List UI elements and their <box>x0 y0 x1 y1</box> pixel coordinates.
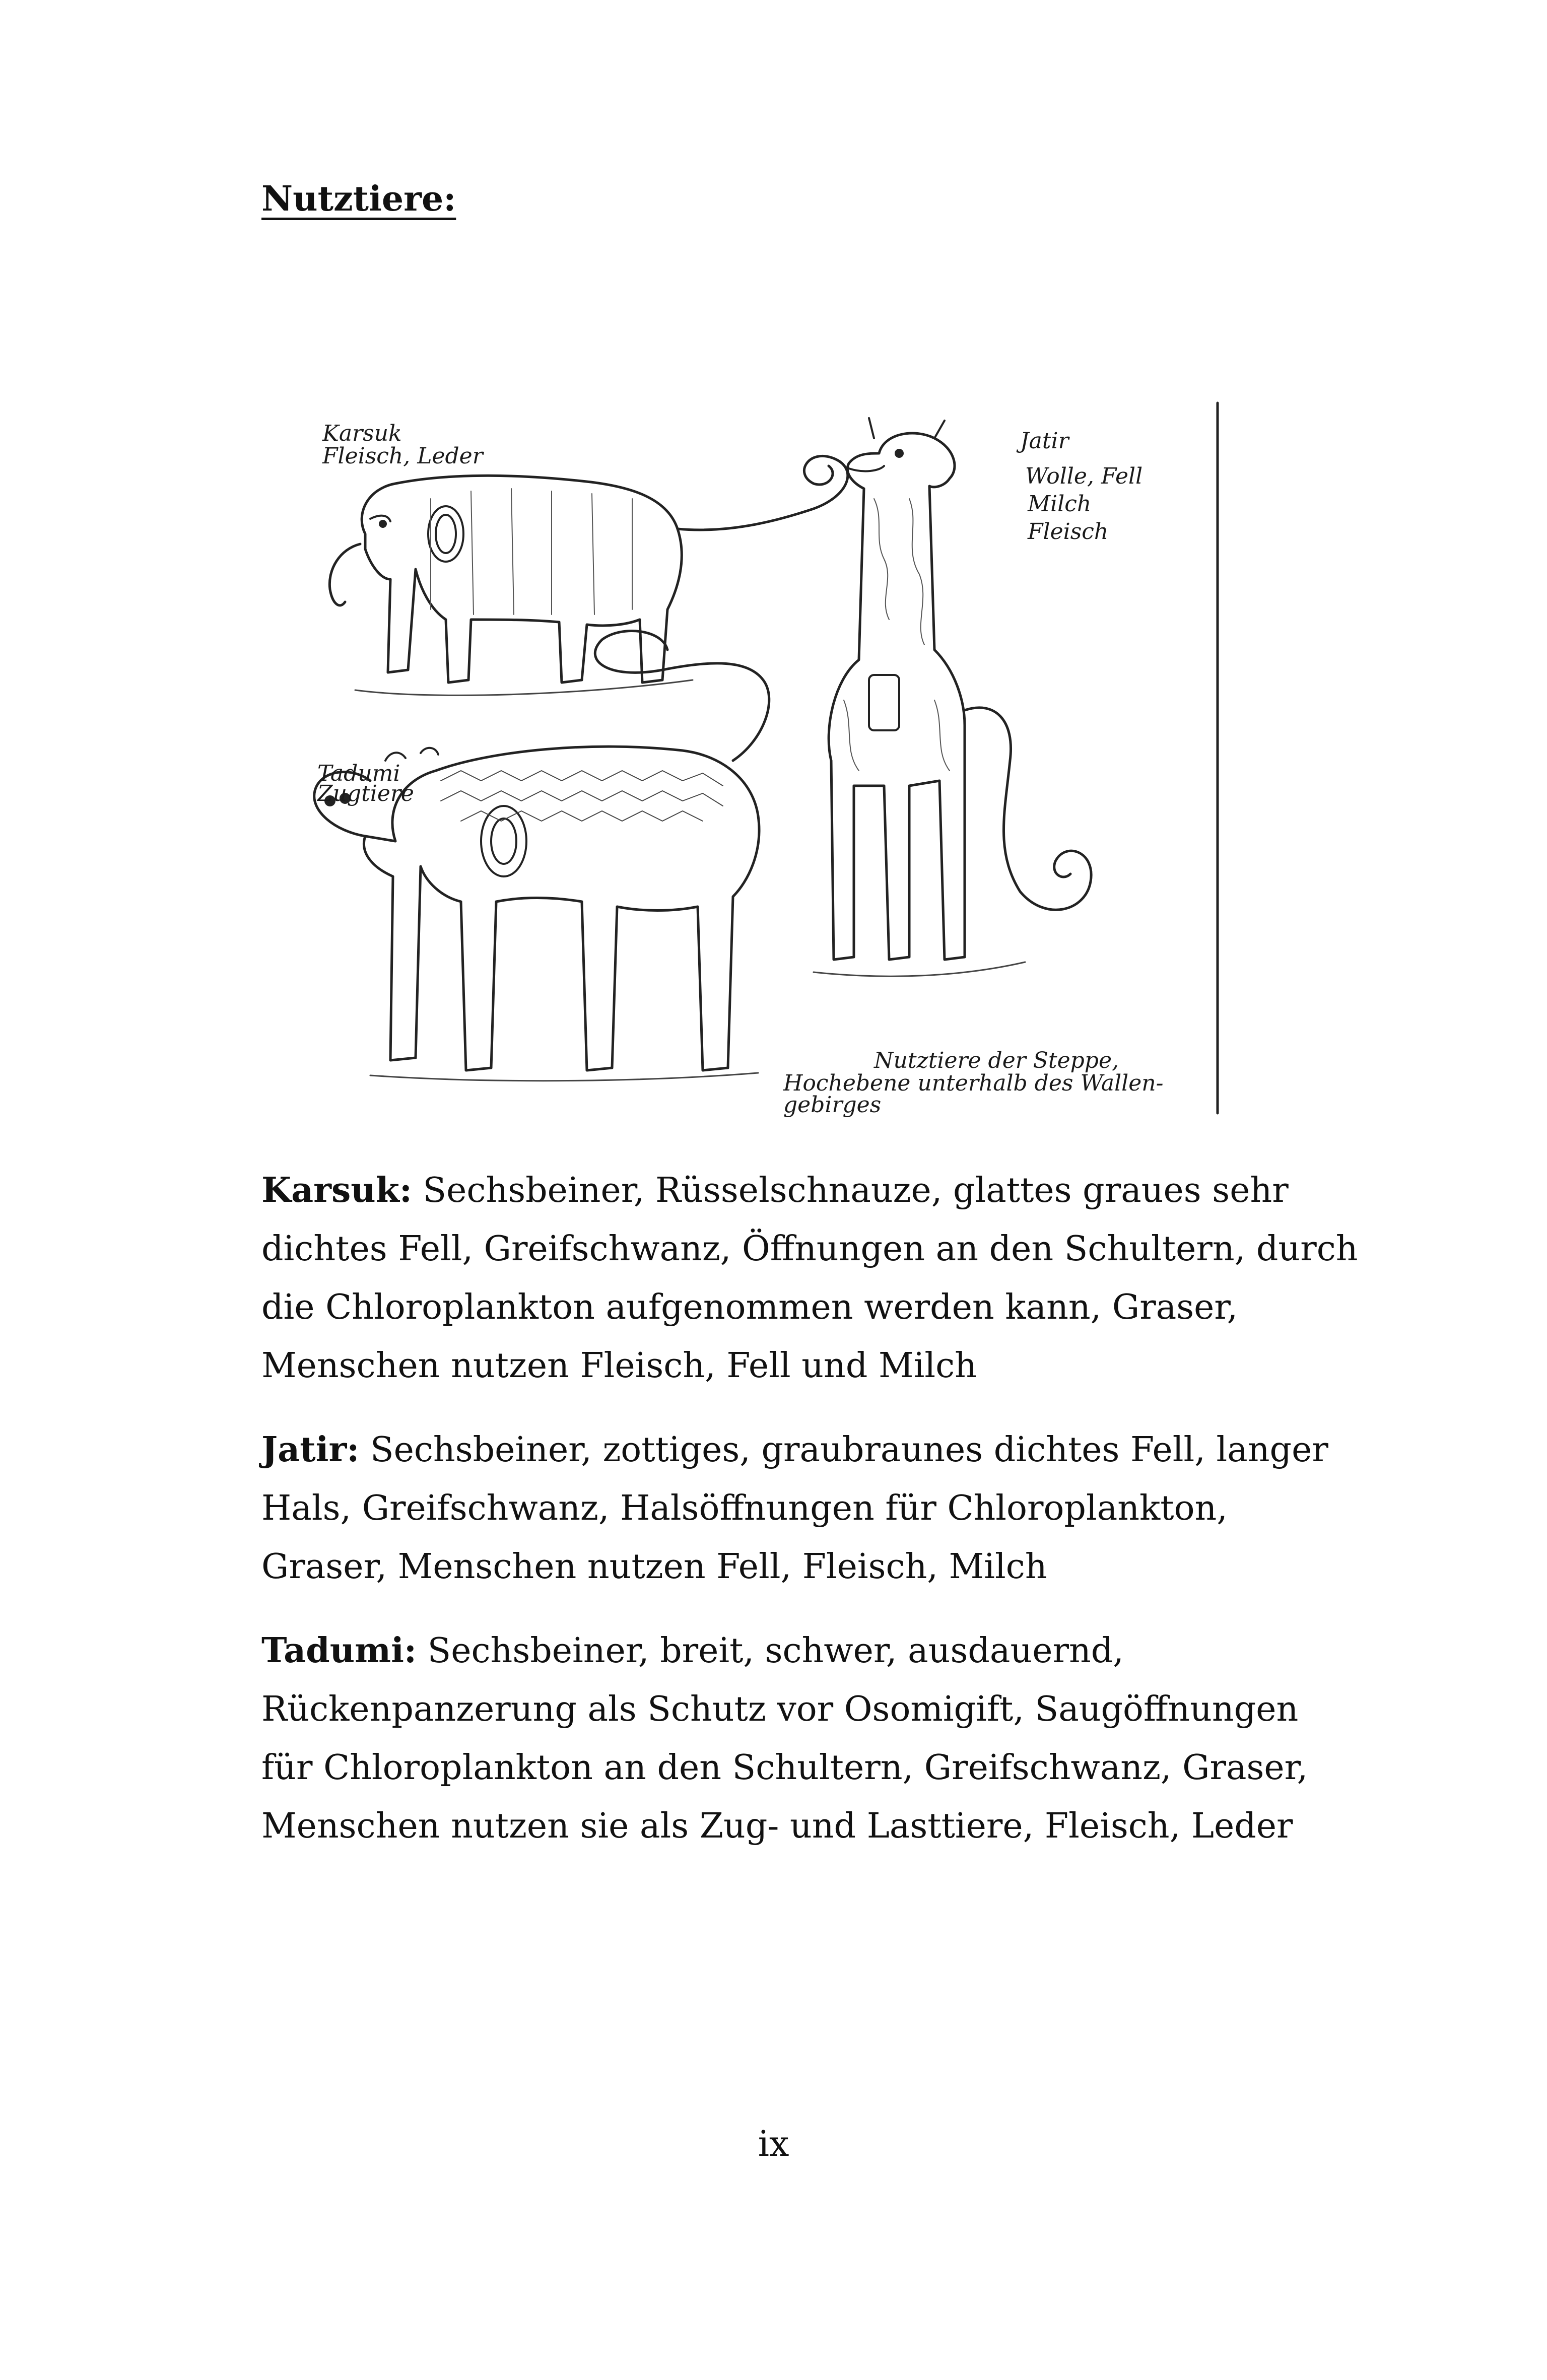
label-karsuk-uses: Fleisch, Leder <box>322 443 483 469</box>
label-karsuk-name: Karsuk <box>322 421 402 446</box>
page-number: ix <box>758 2123 789 2164</box>
caption-line-1: Nutztiere der Steppe, <box>874 1048 1119 1073</box>
entry-jatir <box>261 1420 1360 1596</box>
creature-sketch-illustration <box>280 398 1234 1118</box>
entry-tadumi <box>261 1621 1360 1856</box>
entry-text: Sechsbeiner, Rüsselschnauze, glattes graues sehr dichtes Fell, Greifschwanz, Öffnungen an den Schultern, durch die Chloroplankton aufgenommen werden kann, Graser, Menschen nutzen Fleisch, Fell und Milch <box>261 1171 1358 1386</box>
label-jatir-uses-2: Milch <box>1028 491 1092 517</box>
karsuk-drawing <box>329 456 847 695</box>
label-tadumi-name: Tadumi <box>317 761 400 786</box>
tadumi-drawing <box>314 631 769 1081</box>
entries-body <box>261 1161 1360 1881</box>
entry-term: Karsuk: <box>261 1170 412 1210</box>
label-jatir-name: Jatir <box>1020 428 1069 454</box>
entry-text: Sechsbeiner, zottiges, graubraunes dichtes Fell, langer Hals, Greifschwanz, Halsöffnungen für Chloroplankton, Graser, Menschen nutzen Fell, Fleisch, Milch <box>261 1430 1328 1587</box>
entry-text: Sechsbeiner, breit, schwer, ausdauernd, Rückenpanzerung als Schutz vor Osomigift, Saugöffnungen für Chloroplankton an den Schultern, Greifschwanz, Graser, Menschen nutzen sie als Zug- und Lasttiere, Fleisch, Leder <box>261 1631 1308 1846</box>
caption-line-2: Hochebene unterhalb des Wallen- <box>783 1070 1164 1096</box>
entry-karsuk <box>261 1161 1360 1395</box>
page-heading: Nutztiere: <box>261 179 456 219</box>
label-tadumi-uses: Zugtiere <box>317 781 414 806</box>
caption-line-3: gebirges <box>783 1092 882 1118</box>
label-jatir-uses-1: Wolle, Fell <box>1025 463 1143 489</box>
entry-term: Tadumi: <box>261 1630 417 1671</box>
label-jatir-uses-3: Fleisch <box>1028 519 1109 545</box>
entry-term: Jatir: <box>261 1430 360 1470</box>
